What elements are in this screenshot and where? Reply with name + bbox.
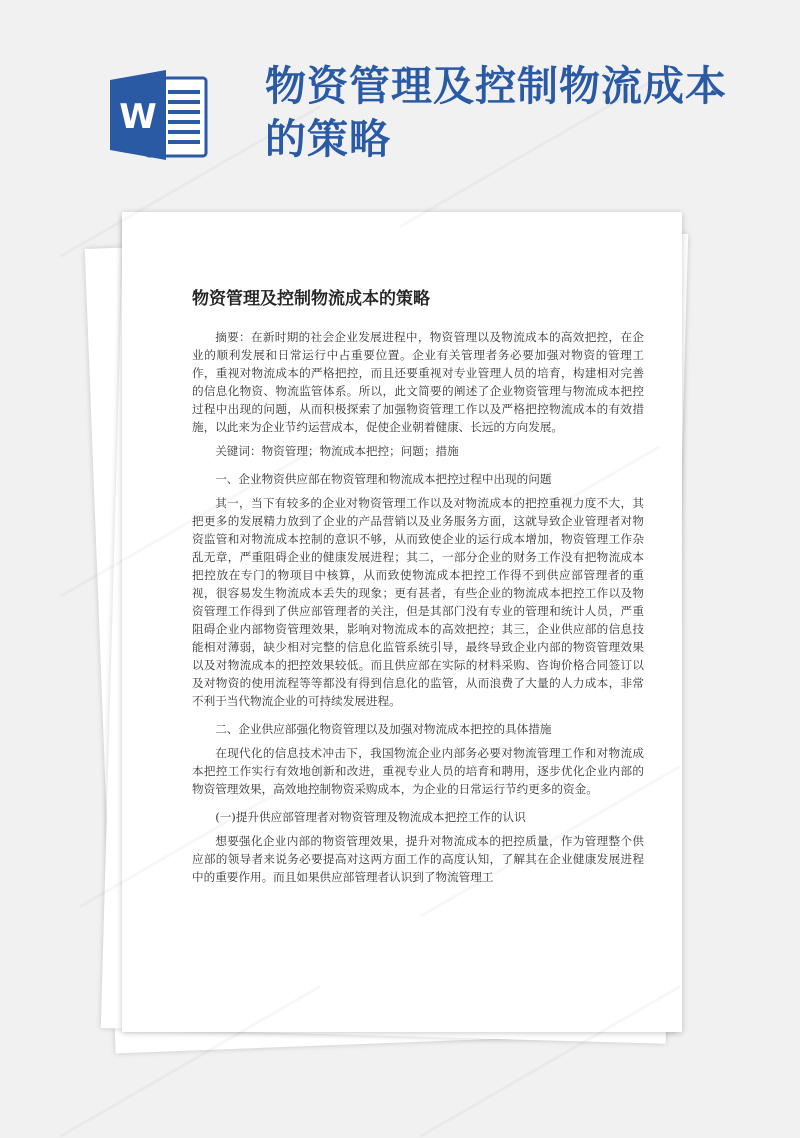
section-heading: 二、企业供应部强化物资管理以及加强对物流成本把控的具体措施 — [215, 722, 552, 736]
document-page — [122, 212, 682, 1032]
word-icon-letter: W — [119, 97, 157, 137]
body-paragraph: 其一，当下有较多的企业对物资管理工作以及对物流成本的把控重视力度不大，其把更多的发展精力放到了企业的产品营销以及业务服务方面，这就导致企业管理者对物资监管和对物流成本控制的意识不够，从而致使企业的运行成本增加，物资管理工作杂乱无章，严重阻碍企业的健康发展进程；其二，一部分企业的财务工作没有把物流成本把控放在专门的物项目中核算，从而致使物流成本把控工作得不到供应部管理者的重视，很容易发生物流成本丢失的现象；更有甚者，有些企业的物流成本把控工作以及物资管理工作得到了供应部管理者的关注，但是其部门没有专业的管理和统计人员，严重阻碍企业内部物资管理效果，影响对物流成本的高效把控；其三，企业供应部的信息技能相对薄弱，缺少相对完整的信息化监管系统引导，最终导致企业内部的物资管理效果以及对物流成本的把控效果较低。而且供应部在实际的材料采购、咨询价格合同签订以及对物资的使用流程等等都没有得到信息化的监管，从而浪费了大量的人力成本，非常不利于当代物流企业的可持续发展进程。 — [192, 496, 644, 708]
abstract-paragraph: 摘要：在新时期的社会企业发展进程中，物资管理以及物流成本的高效把控，在企业的顺利发展和日常运行中占重要位置。企业有关管理者务必要加强对物资的管理工作，重视对物流成本的严格把控，而且还要重视对专业管理人员的培育，构建相对完善的信息化物资、物流监管体系。所以，此文简要的阐述了企业物资管理与物流成本把控过程中出现的问题，从而积极探索了加强物资管理工作以及严格把控物流成本的有效措施，以此来为企业节约运营成本，促使企业朝着健康、长远的方向发展。 — [192, 330, 644, 434]
body-paragraph: 在现代化的信息技术冲击下，我国物流企业内部务必要对物流管理工作和对物流成本把控工作实行有效地创新和改进，重视专业人员的培育和聘用，逐步优化企业内部的物资管理效果，高效地控制物资采购成本，为企业的日常运行节约更多的资金。 — [192, 746, 644, 796]
subsection-heading: (一)提升供应部管理者对物资管理及物流成本把控工作的认识 — [215, 810, 526, 824]
body-paragraph: 想要强化企业内部的物资管理效果，提升对物流成本的把控质量，作为管理整个供应部的领导者来说务必要提高对这两方面工作的高度认知，了解其在企业健康发展进程中的重要作用。而且如果供应部管理者认识到了物流管理工 — [192, 834, 644, 884]
keywords-paragraph: 关键词：物资管理；物流成本把控；问题；措施 — [215, 444, 459, 458]
document-body — [192, 328, 644, 886]
page-title: 物资管理及控制物流成本的策略 — [265, 62, 727, 163]
word-document-icon — [108, 70, 212, 160]
section-heading: 一、企业物资供应部在物资管理和物流成本把控过程中出现的问题 — [215, 472, 552, 486]
document-title: 物资管理及控制物流成本的策略 — [192, 289, 430, 309]
